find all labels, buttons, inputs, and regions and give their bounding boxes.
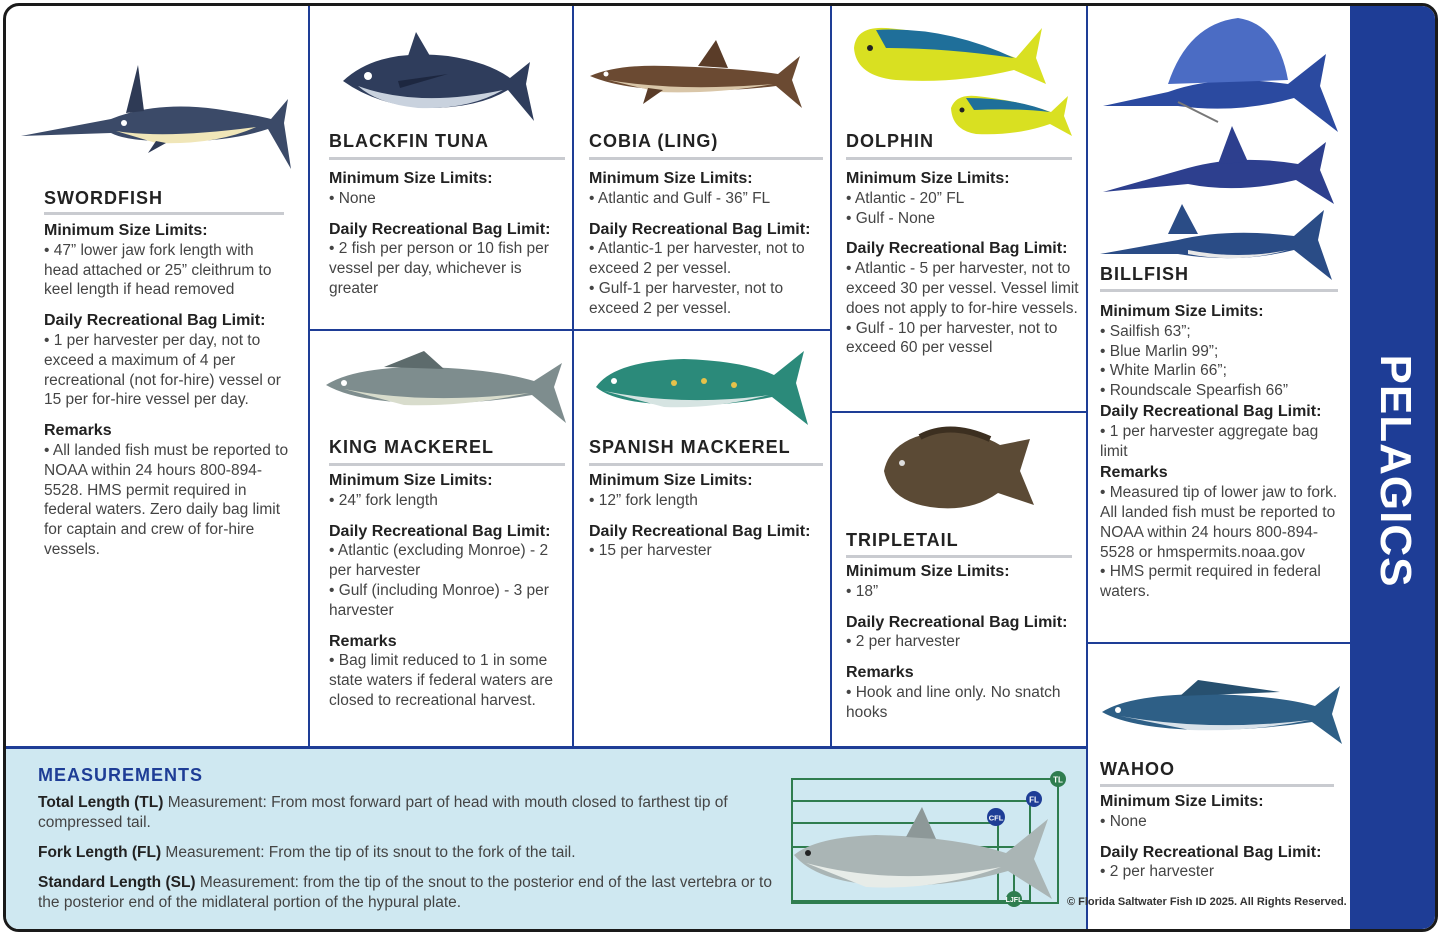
total-length-term: Total Length (TL)	[38, 794, 164, 811]
dolphin-image	[846, 18, 1081, 146]
min-size-heading: Minimum Size Limits:	[589, 170, 753, 187]
remarks-heading: Remarks	[1100, 464, 1168, 482]
species-name: BLACKFIN TUNA	[329, 131, 489, 151]
min-size-text: • 12” fork length	[589, 491, 698, 509]
ljfl-marker-label: LJFL	[1005, 897, 1023, 904]
min-size-text: • 24” fork length	[329, 491, 438, 509]
swordfish-card	[6, 6, 308, 749]
name-rule	[1100, 289, 1338, 292]
fl-marker-label: FL	[1029, 795, 1039, 805]
species-name: WAHOO	[1100, 759, 1175, 779]
wahoo-info	[1100, 792, 1340, 882]
name-rule	[846, 555, 1072, 558]
min-size-heading: Minimum Size Limits:	[846, 563, 1010, 580]
cobia-image	[588, 34, 808, 114]
swordfish-info	[44, 221, 290, 560]
bag-limit-heading: Daily Recreational Bag Limit:	[44, 312, 266, 330]
measurements-panel	[6, 746, 1086, 932]
dolphin-card	[832, 6, 1086, 411]
min-size-heading: Minimum Size Limits:	[1100, 793, 1264, 810]
bag-limit-text: • 1 per harvester aggregate bag limit	[1100, 422, 1319, 460]
bag-limit-text: • 2 per harvester	[1100, 863, 1214, 881]
spanish-mackerel-card	[574, 331, 830, 749]
min-size-heading: Minimum Size Limits:	[589, 472, 753, 489]
total-length-definition	[38, 793, 773, 833]
species-name: BILLFISH	[1100, 264, 1189, 284]
bag-limit-text: • Atlantic (excluding Monroe) - 2 per harvester	[329, 542, 549, 580]
wahoo-card	[1088, 644, 1350, 932]
billfish-image	[1098, 14, 1343, 286]
min-size-text: • Atlantic and Gulf - 36” FL	[589, 189, 771, 207]
min-size-text: • Atlantic - 20” FL	[846, 189, 965, 207]
min-size-text: • 47” lower jaw fork length with head attached or 25” cleithrum to keel length if head removed	[44, 241, 272, 299]
bag-limit-heading: Daily Recreational Bag Limit:	[1100, 402, 1322, 420]
remarks-text: • HMS permit required in federal waters.	[1100, 563, 1321, 601]
king-mackerel-image	[324, 341, 569, 431]
name-rule	[589, 463, 823, 466]
min-size-text: • None	[1100, 812, 1147, 830]
remarks-text: • All landed fish must be reported to NOAA within 24 hours 800-894-5528. HMS permit required in federal waters. Zero daily bag limit for captain and crew of for-hire vessels.	[44, 441, 289, 558]
swordfish-image	[16, 61, 291, 176]
bag-limit-heading: Daily Recreational Bag Limit:	[1100, 843, 1322, 861]
min-size-text: • 18”	[846, 582, 879, 600]
name-rule	[329, 157, 565, 160]
species-name: KING MACKEREL	[329, 437, 494, 457]
category-label: PELAGICS	[1371, 354, 1420, 588]
remarks-text: • Measured tip of lower jaw to fork. All landed fish must be reported to NOAA within 24 hours 800-894-5528 or hmspermits.noaa.gov	[1100, 484, 1338, 561]
billfish-info	[1100, 302, 1340, 602]
king-mackerel-card	[310, 331, 572, 749]
bag-limit-text: • 1 per harvester per day, not to exceed a maximum of 4 per recreational (not for-hire) vessel or 15 per for-hire vessel per day.	[44, 331, 281, 409]
copyright: © Florida Saltwater Fish ID 2025. All Rights Reserved.	[1067, 896, 1347, 908]
tripletail-card	[832, 413, 1086, 749]
blackfin-tuna-card	[310, 6, 572, 329]
name-rule	[846, 157, 1072, 160]
total-length-text: Measurement: From most forward part of head with mouth closed to farthest tip of compressed tail.	[38, 794, 728, 831]
remarks-heading: Remarks	[329, 632, 397, 650]
min-size-heading: Minimum Size Limits:	[846, 170, 1010, 187]
standard-length-term: Standard Length (SL)	[38, 874, 196, 891]
tl-marker-label: TL	[1053, 775, 1063, 785]
spanish-mackerel-image	[594, 341, 814, 431]
remarks-text: • Hook and line only. No snatch hooks	[846, 683, 1061, 721]
bag-limit-text: • Atlantic-1 per harvester, not to exceed 2 per vessel.	[589, 240, 805, 278]
fork-length-text: Measurement: From the tip of its snout to the fork of the tail.	[161, 844, 576, 861]
wahoo-image	[1100, 672, 1345, 752]
min-size-item: • Sailfish 63”;	[1100, 322, 1191, 340]
min-size-item: • White Marlin 66”;	[1100, 362, 1227, 380]
min-size-item: • Roundscale Spearfish 66”	[1100, 382, 1289, 400]
bag-limit-text: • Gulf-1 per harvester, not to exceed 2 per vessel.	[589, 279, 784, 317]
cobia-info	[589, 169, 825, 319]
species-name: SWORDFISH	[44, 188, 163, 208]
bag-limit-text: • Atlantic - 5 per harvester, not to exceed 30 per vessel. Vessel limit does not apply to for-hire vessels.	[846, 260, 1079, 317]
bag-limit-text: • Gulf (including Monroe) - 3 per harvester	[329, 581, 549, 619]
name-rule	[44, 212, 284, 215]
fork-length-term: Fork Length (FL)	[38, 844, 162, 861]
king-mackerel-info	[329, 471, 565, 711]
measurement-diagram	[786, 767, 1071, 907]
remarks-heading: Remarks	[44, 422, 112, 440]
bag-limit-text: • Gulf - 10 per harvester, not to exceed 60 per vessel	[846, 319, 1058, 357]
fork-length-definition	[38, 843, 773, 863]
cobia-card	[574, 6, 830, 329]
bag-limit-heading: Daily Recreational Bag Limit:	[329, 522, 551, 540]
billfish-card	[1088, 6, 1350, 642]
cfl-marker-label: CFL	[988, 813, 1004, 823]
spanish-mackerel-info	[589, 471, 825, 561]
min-size-text: • None	[329, 189, 376, 207]
name-rule	[1100, 784, 1334, 787]
species-name: SPANISH MACKEREL	[589, 437, 791, 457]
bag-limit-heading: Daily Recreational Bag Limit:	[846, 240, 1068, 258]
species-name: COBIA (LING)	[589, 131, 719, 151]
bag-limit-heading: Daily Recreational Bag Limit:	[846, 613, 1068, 631]
bag-limit-text: • 2 per harvester	[846, 633, 960, 651]
blackfin-tuna-image	[338, 26, 538, 126]
bag-limit-heading: Daily Recreational Bag Limit:	[329, 220, 551, 238]
species-name: DOLPHIN	[846, 131, 934, 151]
name-rule	[589, 157, 823, 160]
min-size-heading: Minimum Size Limits:	[1100, 303, 1264, 320]
measurements-title: MEASUREMENTS	[38, 765, 204, 785]
bag-limit-heading: Daily Recreational Bag Limit:	[589, 522, 811, 540]
standard-length-text: Measurement: from the tip of the snout to the posterior end of the last vertebra or to the posterior end of the midlateral portion of the hypural plate.	[38, 874, 772, 911]
regulation-card	[3, 3, 1438, 932]
tripletail-info	[846, 562, 1082, 723]
remarks-heading: Remarks	[846, 664, 914, 682]
min-size-text: • Gulf - None	[846, 209, 935, 227]
bag-limit-heading: Daily Recreational Bag Limit:	[589, 220, 811, 238]
species-name: TRIPLETAIL	[846, 530, 959, 550]
remarks-text: • Bag limit reduced to 1 in some state waters if federal waters are closed to recreational harvest.	[329, 652, 553, 709]
name-rule	[329, 463, 565, 466]
min-size-heading: Minimum Size Limits:	[329, 472, 493, 489]
bag-limit-text: • 15 per harvester	[589, 542, 712, 560]
min-size-heading: Minimum Size Limits:	[44, 222, 208, 239]
min-size-item: • Blue Marlin 99”;	[1100, 342, 1219, 360]
tripletail-image	[880, 421, 1040, 516]
category-sidebar	[1350, 6, 1438, 932]
blackfin-tuna-info	[329, 169, 565, 299]
dolphin-info	[846, 169, 1082, 358]
standard-length-definition	[38, 873, 773, 913]
bag-limit-text: • 2 fish per person or 10 fish per vessel per day, whichever is greater	[329, 240, 549, 297]
min-size-heading: Minimum Size Limits:	[329, 170, 493, 187]
